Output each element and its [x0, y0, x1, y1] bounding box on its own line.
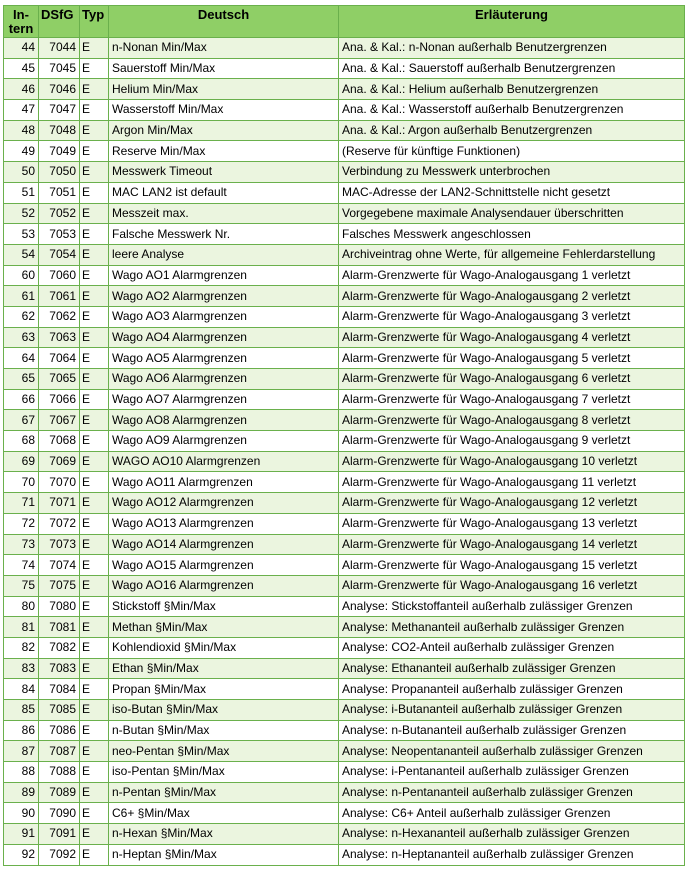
- cell-deutsch: MAC LAN2 ist default: [109, 182, 339, 203]
- cell-intern: 89: [4, 782, 39, 803]
- cell-deutsch: Sauerstoff Min/Max: [109, 58, 339, 79]
- cell-deutsch: Wago AO4 Alarmgrenzen: [109, 327, 339, 348]
- cell-intern: 53: [4, 224, 39, 245]
- cell-dsfg: 7068: [39, 431, 80, 452]
- cell-typ: E: [80, 79, 109, 100]
- cell-dsfg: 7050: [39, 162, 80, 183]
- cell-erlaeuterung: Analyse: i-Pentananteil außerhalb zulässiger Grenzen: [339, 762, 685, 783]
- cell-dsfg: 7048: [39, 120, 80, 141]
- cell-erlaeuterung: Analyse: Stickstoffanteil außerhalb zulässiger Grenzen: [339, 596, 685, 617]
- cell-intern: 64: [4, 348, 39, 369]
- cell-typ: E: [80, 637, 109, 658]
- header-intern-line1: In-: [13, 7, 29, 22]
- cell-deutsch: Wago AO1 Alarmgrenzen: [109, 265, 339, 286]
- cell-intern: 74: [4, 555, 39, 576]
- cell-intern: 62: [4, 306, 39, 327]
- cell-erlaeuterung: Alarm-Grenzwerte für Wago-Analogausgang 1 verletzt: [339, 265, 685, 286]
- cell-typ: E: [80, 265, 109, 286]
- cell-intern: 63: [4, 327, 39, 348]
- header-intern: [4, 6, 39, 38]
- cell-erlaeuterung: Analyse: n-Pentananteil außerhalb zulässiger Grenzen: [339, 782, 685, 803]
- cell-dsfg: 7044: [39, 38, 80, 59]
- table-row: [4, 265, 685, 286]
- cell-deutsch: Wago AO14 Alarmgrenzen: [109, 534, 339, 555]
- cell-deutsch: Ethan §Min/Max: [109, 658, 339, 679]
- cell-typ: E: [80, 58, 109, 79]
- cell-dsfg: 7064: [39, 348, 80, 369]
- cell-intern: 61: [4, 286, 39, 307]
- cell-dsfg: 7087: [39, 741, 80, 762]
- cell-deutsch: C6+ §Min/Max: [109, 803, 339, 824]
- cell-dsfg: 7046: [39, 79, 80, 100]
- cell-deutsch: iso-Butan §Min/Max: [109, 700, 339, 721]
- cell-typ: E: [80, 369, 109, 390]
- cell-deutsch: Reserve Min/Max: [109, 141, 339, 162]
- table-row: [4, 617, 685, 638]
- cell-typ: E: [80, 555, 109, 576]
- cell-typ: E: [80, 617, 109, 638]
- document-page: [3, 5, 685, 866]
- cell-erlaeuterung: Ana. & Kal.: Argon außerhalb Benutzergrenzen: [339, 120, 685, 141]
- cell-deutsch: Wago AO11 Alarmgrenzen: [109, 472, 339, 493]
- table-row: [4, 100, 685, 121]
- cell-intern: 48: [4, 120, 39, 141]
- cell-typ: E: [80, 224, 109, 245]
- cell-deutsch: Wago AO3 Alarmgrenzen: [109, 306, 339, 327]
- cell-erlaeuterung: Vorgegebene maximale Analysendauer überschritten: [339, 203, 685, 224]
- table-row: [4, 493, 685, 514]
- cell-typ: E: [80, 410, 109, 431]
- cell-typ: E: [80, 306, 109, 327]
- cell-dsfg: 7069: [39, 451, 80, 472]
- table-row: [4, 224, 685, 245]
- cell-deutsch: Messzeit max.: [109, 203, 339, 224]
- table-row: [4, 369, 685, 390]
- cell-dsfg: 7074: [39, 555, 80, 576]
- cell-erlaeuterung: Analyse: i-Butananteil außerhalb zulässiger Grenzen: [339, 700, 685, 721]
- cell-intern: 84: [4, 679, 39, 700]
- cell-typ: E: [80, 472, 109, 493]
- cell-typ: E: [80, 679, 109, 700]
- cell-typ: E: [80, 100, 109, 121]
- table-row: [4, 534, 685, 555]
- cell-deutsch: n-Nonan Min/Max: [109, 38, 339, 59]
- cell-dsfg: 7091: [39, 824, 80, 845]
- cell-dsfg: 7065: [39, 369, 80, 390]
- cell-intern: 49: [4, 141, 39, 162]
- cell-typ: E: [80, 700, 109, 721]
- cell-intern: 60: [4, 265, 39, 286]
- cell-dsfg: 7070: [39, 472, 80, 493]
- table-row: [4, 513, 685, 534]
- table-row: [4, 162, 685, 183]
- cell-deutsch: Wasserstoff Min/Max: [109, 100, 339, 121]
- table-row: [4, 286, 685, 307]
- cell-typ: E: [80, 348, 109, 369]
- cell-dsfg: 7066: [39, 389, 80, 410]
- table-row: [4, 203, 685, 224]
- cell-erlaeuterung: Ana. & Kal.: Sauerstoff außerhalb Benutzergrenzen: [339, 58, 685, 79]
- cell-deutsch: Messwerk Timeout: [109, 162, 339, 183]
- table-row: [4, 410, 685, 431]
- cell-deutsch: neo-Pentan §Min/Max: [109, 741, 339, 762]
- cell-dsfg: 7049: [39, 141, 80, 162]
- cell-intern: 71: [4, 493, 39, 514]
- cell-erlaeuterung: Alarm-Grenzwerte für Wago-Analogausgang 15 verletzt: [339, 555, 685, 576]
- cell-erlaeuterung: Archiveintrag ohne Werte, für allgemeine Fehlerdarstellung: [339, 244, 685, 265]
- table-row: [4, 741, 685, 762]
- table-row: [4, 38, 685, 59]
- header-intern-line2: tern: [8, 21, 34, 36]
- cell-intern: 50: [4, 162, 39, 183]
- table-row: [4, 58, 685, 79]
- cell-intern: 92: [4, 844, 39, 865]
- cell-deutsch: Wago AO5 Alarmgrenzen: [109, 348, 339, 369]
- table-row: [4, 348, 685, 369]
- cell-erlaeuterung: Analyse: n-Hexananteil außerhalb zulässiger Grenzen: [339, 824, 685, 845]
- cell-dsfg: 7063: [39, 327, 80, 348]
- cell-dsfg: 7073: [39, 534, 80, 555]
- cell-dsfg: 7052: [39, 203, 80, 224]
- cell-erlaeuterung: Ana. & Kal.: n-Nonan außerhalb Benutzergrenzen: [339, 38, 685, 59]
- table-row: [4, 306, 685, 327]
- cell-intern: 46: [4, 79, 39, 100]
- cell-intern: 83: [4, 658, 39, 679]
- cell-deutsch: Kohlendioxid §Min/Max: [109, 637, 339, 658]
- cell-intern: 75: [4, 575, 39, 596]
- cell-typ: E: [80, 741, 109, 762]
- cell-typ: E: [80, 38, 109, 59]
- cell-erlaeuterung: Alarm-Grenzwerte für Wago-Analogausgang 14 verletzt: [339, 534, 685, 555]
- cell-deutsch: Helium Min/Max: [109, 79, 339, 100]
- cell-erlaeuterung: Alarm-Grenzwerte für Wago-Analogausgang 12 verletzt: [339, 493, 685, 514]
- cell-dsfg: 7071: [39, 493, 80, 514]
- cell-erlaeuterung: Alarm-Grenzwerte für Wago-Analogausgang 10 verletzt: [339, 451, 685, 472]
- cell-intern: 66: [4, 389, 39, 410]
- cell-erlaeuterung: (Reserve für künftige Funktionen): [339, 141, 685, 162]
- table-row: [4, 844, 685, 865]
- cell-erlaeuterung: Verbindung zu Messwerk unterbrochen: [339, 162, 685, 183]
- cell-deutsch: WAGO AO10 Alarmgrenzen: [109, 451, 339, 472]
- cell-intern: 51: [4, 182, 39, 203]
- cell-typ: E: [80, 389, 109, 410]
- cell-erlaeuterung: Analyse: Ethananteil außerhalb zulässiger Grenzen: [339, 658, 685, 679]
- cell-erlaeuterung: Alarm-Grenzwerte für Wago-Analogausgang 11 verletzt: [339, 472, 685, 493]
- cell-intern: 68: [4, 431, 39, 452]
- cell-intern: 52: [4, 203, 39, 224]
- cell-erlaeuterung: Ana. & Kal.: Helium außerhalb Benutzergrenzen: [339, 79, 685, 100]
- cell-intern: 87: [4, 741, 39, 762]
- cell-typ: E: [80, 451, 109, 472]
- cell-erlaeuterung: Alarm-Grenzwerte für Wago-Analogausgang 7 verletzt: [339, 389, 685, 410]
- table-row: [4, 679, 685, 700]
- cell-typ: E: [80, 182, 109, 203]
- cell-dsfg: 7075: [39, 575, 80, 596]
- cell-erlaeuterung: Alarm-Grenzwerte für Wago-Analogausgang 9 verletzt: [339, 431, 685, 452]
- cell-dsfg: 7088: [39, 762, 80, 783]
- cell-erlaeuterung: Alarm-Grenzwerte für Wago-Analogausgang 8 verletzt: [339, 410, 685, 431]
- table-row: [4, 451, 685, 472]
- cell-typ: E: [80, 162, 109, 183]
- table-row: [4, 658, 685, 679]
- cell-deutsch: Wago AO6 Alarmgrenzen: [109, 369, 339, 390]
- table-row: [4, 389, 685, 410]
- cell-dsfg: 7053: [39, 224, 80, 245]
- cell-erlaeuterung: MAC-Adresse der LAN2-Schnittstelle nicht gesetzt: [339, 182, 685, 203]
- header-dsfg: DSfG: [39, 6, 80, 38]
- cell-intern: 69: [4, 451, 39, 472]
- cell-erlaeuterung: Analyse: n-Heptananteil außerhalb zulässiger Grenzen: [339, 844, 685, 865]
- cell-dsfg: 7085: [39, 700, 80, 721]
- table-row: [4, 182, 685, 203]
- header-row: [4, 6, 685, 38]
- cell-erlaeuterung: Ana. & Kal.: Wasserstoff außerhalb Benutzergrenzen: [339, 100, 685, 121]
- cell-dsfg: 7090: [39, 803, 80, 824]
- cell-typ: E: [80, 803, 109, 824]
- cell-typ: E: [80, 431, 109, 452]
- cell-typ: E: [80, 141, 109, 162]
- table-row: [4, 244, 685, 265]
- cell-dsfg: 7082: [39, 637, 80, 658]
- cell-intern: 44: [4, 38, 39, 59]
- cell-dsfg: 7051: [39, 182, 80, 203]
- cell-intern: 70: [4, 472, 39, 493]
- table-row: [4, 782, 685, 803]
- cell-intern: 45: [4, 58, 39, 79]
- cell-intern: 88: [4, 762, 39, 783]
- cell-deutsch: iso-Pentan §Min/Max: [109, 762, 339, 783]
- table-row: [4, 79, 685, 100]
- cell-typ: E: [80, 658, 109, 679]
- table-header: [4, 6, 685, 38]
- cell-deutsch: Methan §Min/Max: [109, 617, 339, 638]
- cell-intern: 86: [4, 720, 39, 741]
- cell-typ: E: [80, 596, 109, 617]
- cell-intern: 80: [4, 596, 39, 617]
- table-row: [4, 472, 685, 493]
- cell-typ: E: [80, 534, 109, 555]
- table-row: [4, 555, 685, 576]
- cell-erlaeuterung: Alarm-Grenzwerte für Wago-Analogausgang 2 verletzt: [339, 286, 685, 307]
- cell-erlaeuterung: Falsches Messwerk angeschlossen: [339, 224, 685, 245]
- cell-dsfg: 7092: [39, 844, 80, 865]
- cell-intern: 72: [4, 513, 39, 534]
- cell-typ: E: [80, 720, 109, 741]
- table-row: [4, 596, 685, 617]
- cell-intern: 67: [4, 410, 39, 431]
- cell-dsfg: 7047: [39, 100, 80, 121]
- cell-intern: 82: [4, 637, 39, 658]
- cell-erlaeuterung: Analyse: Propananteil außerhalb zulässiger Grenzen: [339, 679, 685, 700]
- cell-intern: 73: [4, 534, 39, 555]
- cell-typ: E: [80, 762, 109, 783]
- cell-deutsch: Wago AO8 Alarmgrenzen: [109, 410, 339, 431]
- cell-dsfg: 7081: [39, 617, 80, 638]
- cell-typ: E: [80, 782, 109, 803]
- cell-dsfg: 7083: [39, 658, 80, 679]
- cell-typ: E: [80, 575, 109, 596]
- table-row: [4, 637, 685, 658]
- cell-typ: E: [80, 286, 109, 307]
- cell-deutsch: Wago AO7 Alarmgrenzen: [109, 389, 339, 410]
- cell-dsfg: 7045: [39, 58, 80, 79]
- cell-deutsch: Stickstoff §Min/Max: [109, 596, 339, 617]
- table-row: [4, 431, 685, 452]
- cell-erlaeuterung: Analyse: Methananteil außerhalb zulässiger Grenzen: [339, 617, 685, 638]
- cell-deutsch: leere Analyse: [109, 244, 339, 265]
- cell-erlaeuterung: Analyse: CO2-Anteil außerhalb zulässiger Grenzen: [339, 637, 685, 658]
- cell-typ: E: [80, 844, 109, 865]
- cell-intern: 54: [4, 244, 39, 265]
- cell-typ: E: [80, 824, 109, 845]
- cell-dsfg: 7086: [39, 720, 80, 741]
- cell-deutsch: Wago AO2 Alarmgrenzen: [109, 286, 339, 307]
- cell-intern: 90: [4, 803, 39, 824]
- cell-erlaeuterung: Alarm-Grenzwerte für Wago-Analogausgang 6 verletzt: [339, 369, 685, 390]
- cell-dsfg: 7084: [39, 679, 80, 700]
- header-erlaeuterung: Erläuterung: [339, 6, 685, 38]
- cell-dsfg: 7062: [39, 306, 80, 327]
- cell-deutsch: n-Heptan §Min/Max: [109, 844, 339, 865]
- cell-erlaeuterung: Alarm-Grenzwerte für Wago-Analogausgang 13 verletzt: [339, 513, 685, 534]
- cell-intern: 65: [4, 369, 39, 390]
- cell-dsfg: 7072: [39, 513, 80, 534]
- table-row: [4, 803, 685, 824]
- cell-deutsch: Wago AO15 Alarmgrenzen: [109, 555, 339, 576]
- cell-deutsch: Wago AO16 Alarmgrenzen: [109, 575, 339, 596]
- cell-deutsch: Falsche Messwerk Nr.: [109, 224, 339, 245]
- cell-typ: E: [80, 327, 109, 348]
- cell-erlaeuterung: Analyse: Neopentananteil außerhalb zulässiger Grenzen: [339, 741, 685, 762]
- table-row: [4, 120, 685, 141]
- cell-dsfg: 7061: [39, 286, 80, 307]
- cell-deutsch: Wago AO13 Alarmgrenzen: [109, 513, 339, 534]
- error-code-table: [3, 5, 685, 866]
- cell-deutsch: n-Hexan §Min/Max: [109, 824, 339, 845]
- table-row: [4, 141, 685, 162]
- cell-intern: 91: [4, 824, 39, 845]
- table-row: [4, 700, 685, 721]
- cell-erlaeuterung: Analyse: C6+ Anteil außerhalb zulässiger Grenzen: [339, 803, 685, 824]
- cell-erlaeuterung: Alarm-Grenzwerte für Wago-Analogausgang 3 verletzt: [339, 306, 685, 327]
- cell-dsfg: 7054: [39, 244, 80, 265]
- table-row: [4, 762, 685, 783]
- cell-typ: E: [80, 120, 109, 141]
- cell-dsfg: 7080: [39, 596, 80, 617]
- cell-intern: 81: [4, 617, 39, 638]
- cell-deutsch: n-Pentan §Min/Max: [109, 782, 339, 803]
- cell-typ: E: [80, 493, 109, 514]
- header-typ: Typ: [80, 6, 109, 38]
- cell-typ: E: [80, 203, 109, 224]
- cell-intern: 85: [4, 700, 39, 721]
- cell-deutsch: Argon Min/Max: [109, 120, 339, 141]
- cell-dsfg: 7067: [39, 410, 80, 431]
- cell-erlaeuterung: Alarm-Grenzwerte für Wago-Analogausgang 5 verletzt: [339, 348, 685, 369]
- cell-typ: E: [80, 513, 109, 534]
- cell-erlaeuterung: Alarm-Grenzwerte für Wago-Analogausgang 16 verletzt: [339, 575, 685, 596]
- table-row: [4, 575, 685, 596]
- table-row: [4, 327, 685, 348]
- cell-erlaeuterung: Alarm-Grenzwerte für Wago-Analogausgang 4 verletzt: [339, 327, 685, 348]
- cell-intern: 47: [4, 100, 39, 121]
- cell-deutsch: n-Butan §Min/Max: [109, 720, 339, 741]
- header-deutsch: Deutsch: [109, 6, 339, 38]
- cell-deutsch: Wago AO9 Alarmgrenzen: [109, 431, 339, 452]
- cell-typ: E: [80, 244, 109, 265]
- cell-dsfg: 7089: [39, 782, 80, 803]
- cell-deutsch: Propan §Min/Max: [109, 679, 339, 700]
- cell-dsfg: 7060: [39, 265, 80, 286]
- table-body: [4, 38, 685, 866]
- table-row: [4, 824, 685, 845]
- cell-deutsch: Wago AO12 Alarmgrenzen: [109, 493, 339, 514]
- cell-erlaeuterung: Analyse: n-Butananteil außerhalb zulässiger Grenzen: [339, 720, 685, 741]
- table-row: [4, 720, 685, 741]
